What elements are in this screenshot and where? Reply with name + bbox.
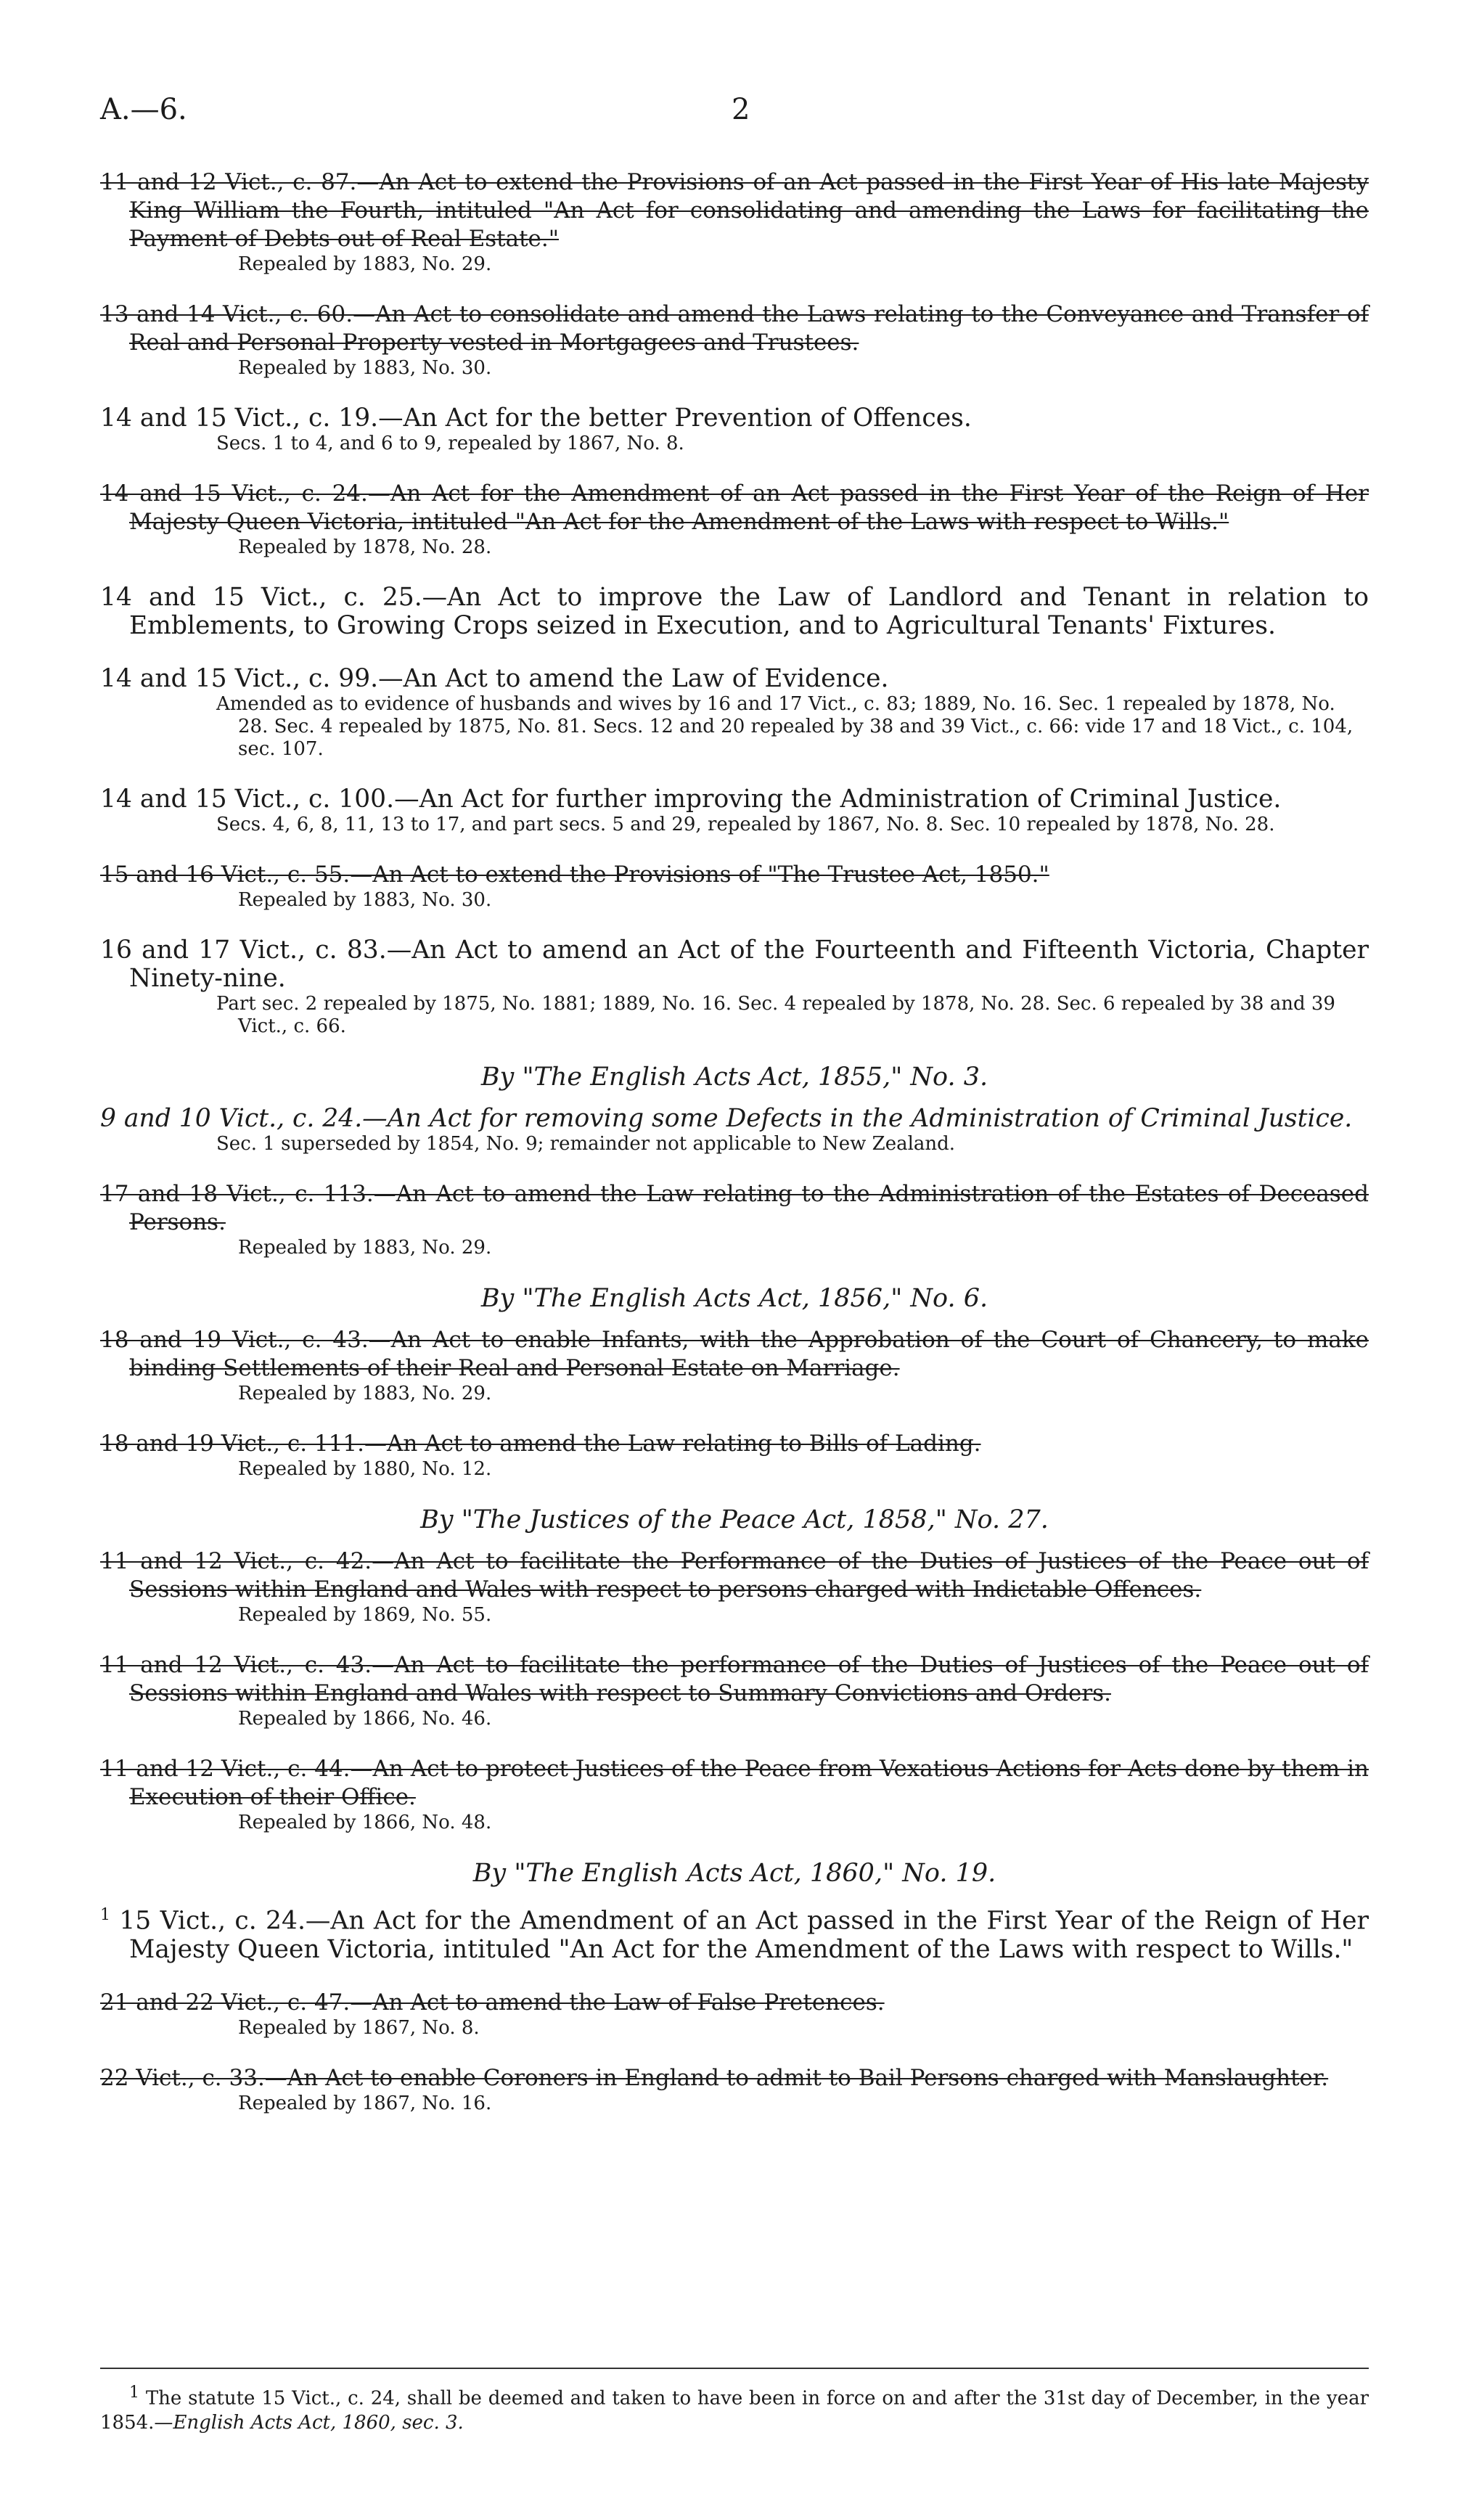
act-title: 14 and 15 Vict., c. 25.—An Act to improve the Law of Landlord and Tenant in relation to Emblements, to Growing Crops seized in Execution, and to Agricultural Tenants' Fixtures. (100, 583, 1369, 640)
section-heading: By "The English Acts Act, 1856," No. 6. (480, 1284, 988, 1313)
act-entry (100, 404, 1369, 455)
act-title-text: 15 Vict., c. 24.—An Act for the Amendment of an Act passed in the First Year of the Reign of Her Majesty Queen Victoria, intituled "An Act for the Amendment of the Laws with respect to Wills." (119, 1906, 1369, 1964)
section-heading: By "The Justices of the Peace Act, 1858," No. 27. (420, 1505, 1049, 1534)
act-note: Repealed by 1883, No. 29. (238, 253, 492, 275)
footnote-divider (100, 2368, 1369, 2369)
page-header (100, 93, 1377, 136)
act-entry (100, 168, 1369, 276)
act-title (100, 1901, 1369, 1964)
act-title: 9 and 10 Vict., c. 24.—An Act for removing some Defects in the Administration of Criminal Justice. (100, 1104, 1353, 1133)
footnote-marker: 1 (100, 1906, 110, 1924)
act-title: 14 and 15 Vict., c. 19.—An Act for the better Prevention of Offences. (100, 404, 972, 433)
act-entry (100, 1326, 1369, 1405)
act-note: Secs. 4, 6, 8, 11, 13 to 17, and part secs. 5 and 29, repealed by 1867, No. 8. Sec. 10 repealed by 1878, No. 28. (216, 814, 1275, 835)
paper-reference: A.—6. (100, 93, 187, 126)
footnote (100, 2381, 1369, 2435)
act-title: 18 and 19 Vict., c. 111.—An Act to amend the Law relating to Bills of Lading. (100, 1431, 981, 1457)
act-entry (100, 1901, 1369, 1964)
act-title: 22 Vict., c. 33.—An Act to enable Coroners in England to admit to Bail Persons charged with Manslaughter. (100, 2064, 1329, 2091)
act-title: 13 and 14 Vict., c. 60.—An Act to consolidate and amend the Laws relating to the Conveyance and Transfer of Real and Personal Property vested in Mortgagees and Trustees. (100, 301, 1369, 356)
act-note: Repealed by 1883, No. 30. (238, 889, 492, 911)
act-note: Repealed by 1883, No. 29. (238, 1237, 492, 1259)
act-entry (100, 785, 1369, 836)
act-title: 21 and 22 Vict., c. 47.—An Act to amend the Law of False Pretences. (100, 1989, 885, 2016)
act-entry (100, 1180, 1369, 1259)
section-heading: By "The English Acts Act, 1860," No. 19. (472, 1859, 996, 1888)
act-title: 14 and 15 Vict., c. 99.—An Act to amend the Law of Evidence. (100, 664, 889, 693)
act-entry (100, 1547, 1369, 1627)
act-entry (100, 2064, 1369, 2115)
act-entry (100, 936, 1369, 1038)
act-entry (100, 584, 1369, 640)
act-title: 15 and 16 Vict., c. 55.—An Act to extend the Provisions of "The Trustee Act, 1850." (100, 862, 1049, 888)
act-title: 14 and 15 Vict., c. 24.—An Act for the Amendment of an Act passed in the First Year of the Reign of Her Majesty Queen Victoria, intituled "An Act for the Amendment of the Laws with respect to Wills." (100, 480, 1369, 535)
act-title: 17 and 18 Vict., c. 113.—An Act to amend the Law relating to the Administration of the Estates of Deceased Persons. (100, 1181, 1369, 1235)
act-entry (100, 665, 1369, 761)
act-note: Part sec. 2 repealed by 1875, No. 1881; 1889, No. 16. Sec. 4 repealed by 1878, No. 28. Sec. 6 repealed by 38 and 39 Vict., c. 66. (216, 993, 1335, 1037)
act-entry (100, 1430, 1369, 1481)
act-entry (100, 861, 1369, 912)
act-note: Repealed by 1878, No. 28. (238, 536, 492, 558)
act-note: Repealed by 1880, No. 12. (238, 1458, 492, 1480)
act-entry (100, 1651, 1369, 1730)
act-note: Repealed by 1883, No. 30. (238, 357, 492, 379)
act-entry (100, 1989, 1369, 2040)
section-heading: By "The English Acts Act, 1855," No. 3. (480, 1063, 988, 1092)
act-entry (100, 1755, 1369, 1834)
act-title: 11 and 12 Vict., c. 87.—An Act to extend the Provisions of an Act passed in the First Year of His late Majesty King William the Fourth, intituled "An Act for consolidating and amending the Laws for facilitating the Payment of Debts out of Real Estate." (100, 169, 1369, 252)
act-note: Repealed by 1883, No. 29. (238, 1383, 492, 1404)
document-body (100, 168, 1369, 2140)
act-note: Repealed by 1866, No. 46. (238, 1708, 492, 1730)
page-number: 2 (732, 93, 750, 126)
act-entry (100, 300, 1369, 380)
act-title: 18 and 19 Vict., c. 43.—An Act to enable Infants, with the Approbation of the Court of Chancery, to make binding Settlements of their Real and Personal Estate on Marriage. (100, 1327, 1369, 1381)
act-note: Secs. 1 to 4, and 6 to 9, repealed by 1867, No. 8. (216, 433, 684, 454)
footnote-text: The statute 15 Vict., c. 24, shall be deemed and taken to have been in force on and after the 31st day of December, in the year 1854.— (100, 2387, 1369, 2434)
act-note: Repealed by 1866, No. 48. (238, 1812, 492, 1833)
act-note: Sec. 1 superseded by 1854, No. 9; remainder not applicable to New Zealand. (216, 1133, 956, 1155)
act-title: 14 and 15 Vict., c. 100.—An Act for further improving the Administration of Criminal Justice. (100, 785, 1282, 814)
act-entry (100, 1105, 1369, 1155)
act-entry (100, 480, 1369, 559)
act-note: Repealed by 1867, No. 16. (238, 2092, 492, 2114)
act-note: Amended as to evidence of husbands and wives by 16 and 17 Vict., c. 83; 1889, No. 16. Sec. 1 repealed by 1878, No. 28. Sec. 4 repealed by 1875, No. 81. Secs. 12 and 20 repealed by 38 and 39 Vict., c. 66: vide 17 and 18 Vict., c. 104, sec. 107. (216, 693, 1354, 760)
act-note: Repealed by 1869, No. 55. (238, 1604, 492, 1626)
act-title: 11 and 12 Vict., c. 44.—An Act to protect Justices of the Peace from Vexatious Actions for Acts done by them in Execution of their Office. (100, 1756, 1369, 1810)
footnote-source: English Acts Act, 1860, sec. 3. (173, 2411, 464, 2434)
act-title: 11 and 12 Vict., c. 42.—An Act to facilitate the Performance of the Duties of Justices of the Peace out of Sessions within England and Wales with respect to persons charged with Indictable Offences. (100, 1548, 1369, 1603)
act-note: Repealed by 1867, No. 8. (238, 2016, 480, 2039)
footnote-marker: 1 (129, 2384, 139, 2402)
act-title: 16 and 17 Vict., c. 83.—An Act to amend an Act of the Fourteenth and Fifteenth Victoria, Chapter Ninety-nine. (100, 936, 1369, 993)
act-title: 11 and 12 Vict., c. 43.—An Act to facilitate the performance of the Duties of Justices of the Peace out of Sessions within England and Wales with respect to Summary Convictions and Orders. (100, 1652, 1369, 1706)
